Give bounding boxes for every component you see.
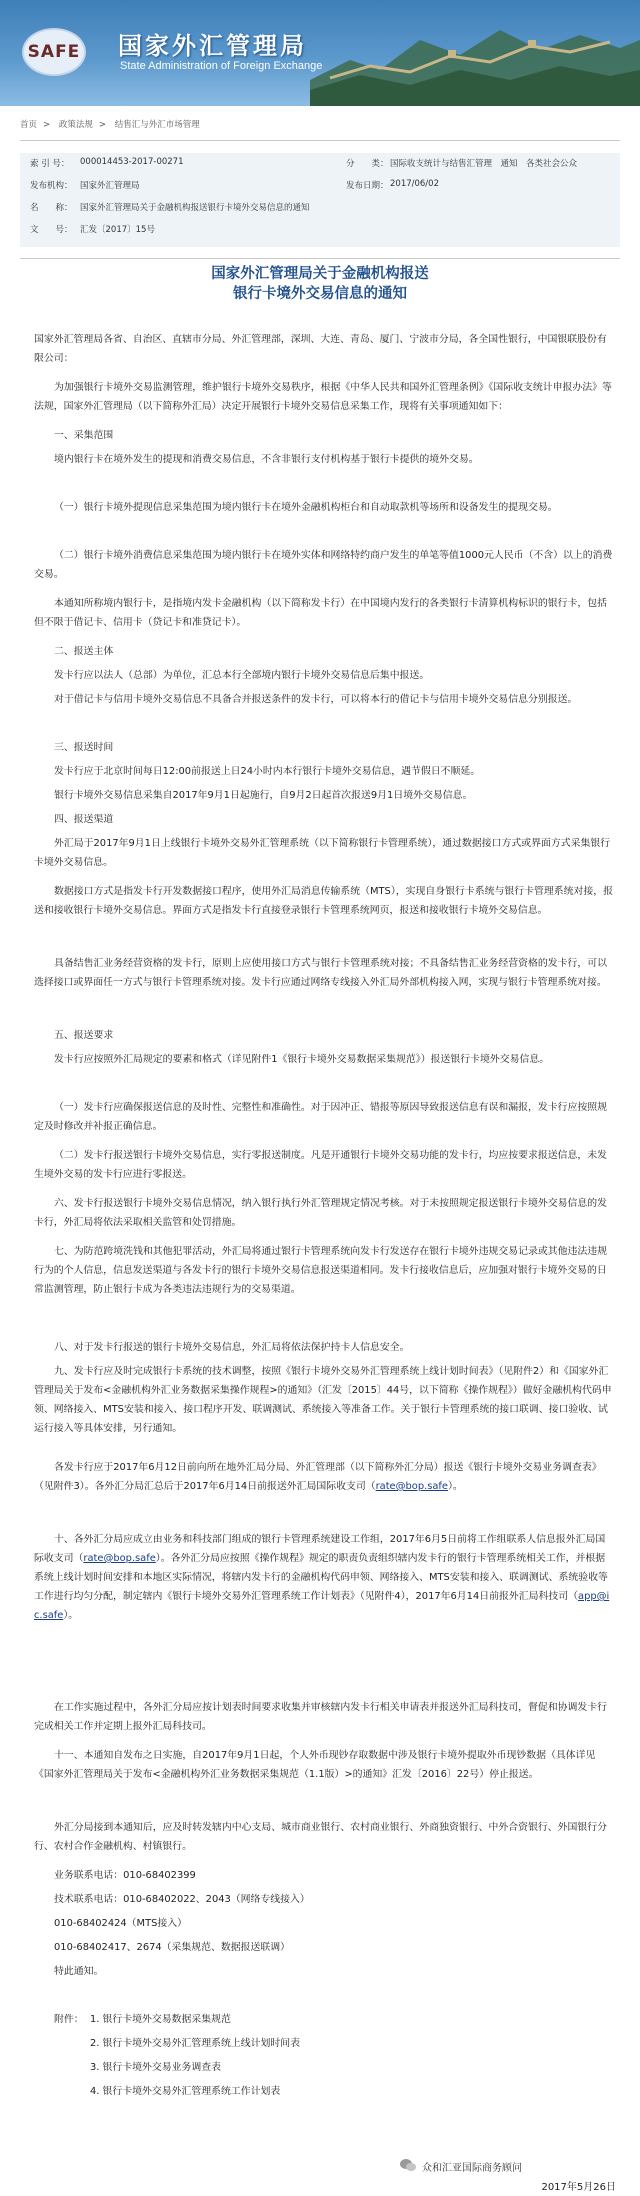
paragraph: 外汇分局接到本通知后，应及时转发辖内中心支局、城市商业银行、农村商业银行、外商独资银行、中外合资银行、外国银行分行、农村合作金融机构、村镇银行。 [34, 1822, 608, 1852]
paragraph: 九、发卡行应及时完成银行卡系统的技术调整，按照《银行卡境外交易外汇管理系统上线计划时间表》（见附件2）和《国家外汇管理局关于发布<金融机构外汇业务数据采集操作规程>的通知》（汇发〔2015〕44号，以下简称《操作规程》）做好金融机构代码申领、网络接入、MTS安装和接入、接口程序开发、联调测试、系统接入等准备工作。关于银行卡管理系统的接口联调、接口验收、试运行接入等具体安排，另行通知。 [34, 1366, 612, 1434]
paragraph [34, 1530, 614, 1625]
meta-index-value: 000014453-2017-00271 [80, 157, 184, 167]
paragraph: 在工作实施过程中，各外汇分局应按计划表时间要求收集并审核辖内发卡行相关申请表并报送外汇局科技司，督促和协调发卡行完成相关工作并定期上报外汇局科技司。 [34, 1702, 608, 1732]
meta-name-label: 名 称： [30, 203, 73, 213]
contact-business-phone: 业务联系电话：010-68402399 [54, 1870, 196, 1881]
paragraph-text: 各发卡行应于2017年6月12日前向所在地外汇局分局、外汇管理部（以下简称外汇分局）报送《银行卡境外交易业务调查表》（见附件3）。各外汇分局汇总后于2017年6月14日前报送外汇局国际收支司（ [34, 1462, 602, 1492]
contact-tech-phone-mts: 010-68402424（MTS接入） [54, 1918, 187, 1929]
meta-category-value: 国际收支统计与结售汇管理 通知 各类社会公众 [390, 159, 578, 169]
document-meta-table [20, 153, 620, 247]
paragraph: 具备结售汇业务经营资格的发卡行，原则上应使用接口方式与银行卡管理系统对接；不具备结售汇业务经营资格的发卡行，可以选择接口或界面任一方式与银行卡管理系统对接。发卡行应通过网络专线接入外汇局外部机构接入网，实现与银行卡管理系统对接。 [34, 958, 608, 988]
paragraph-text: ）。 [63, 1610, 79, 1621]
paragraph: （二）发卡行报送银行卡境外交易信息，实行零报送制度。凡是开通银行卡境外交易功能的发卡行，均应按要求报送信息，未发生境外交易的发卡行应进行零报送。 [34, 1150, 608, 1180]
paragraph: 对于借记卡与信用卡境外交易信息不具备合并报送条件的发卡行，可以将本行的借记卡与信用卡境外交易信息分别报送。 [54, 694, 578, 705]
meta-index-label: 索 引 号： [30, 159, 70, 169]
safe-logo-text: SAFE [27, 42, 81, 62]
paragraph-text: ）。 [447, 1481, 463, 1492]
paragraph: 境内银行卡在境外发生的提现和消费交易信息，不含非银行支付机构基于银行卡提供的境外交易。 [54, 454, 479, 465]
meta-name-value: 国家外汇管理局关于金融机构报送银行卡境外交易信息的通知 [80, 203, 310, 213]
wechat-watermark [400, 2157, 615, 2177]
watermark-text: 众和汇亚国际商务顾问 [422, 2163, 522, 2174]
meta-docno-label: 文 号： [30, 225, 73, 235]
paragraph: （一）银行卡境外提现信息采集范围为境内银行卡在境外金融机构柜台和自动取款机等场所和设备发生的提现交易。 [54, 502, 558, 513]
paragraph: （一）发卡行应确保报送信息的及时性、完整性和准确性。对于因冲正、错报等原因导致报送信息有误和漏报，发卡行应按照规定及时修改并补报正确信息。 [34, 1102, 608, 1132]
paragraph: 七、为防范跨境洗钱和其他犯罪活动，外汇局将通过银行卡管理系统向发卡行发送存在银行卡境外违规交易记录或其他违法违规行为的个人信息，信息发送渠道与各发卡行的银行卡境外交易信息报送渠道相同。发卡行接收信息后，应加强对银行卡境外交易的日常监测管理，防止银行卡成为各类违法违规行为的交易渠道。 [34, 1246, 608, 1295]
document-title-line1: 国家外汇管理局关于金融机构报送 [211, 266, 429, 282]
attachment-item[interactable]: 1. 银行卡境外交易数据采集规范 [90, 2014, 231, 2025]
meta-date-label: 发布日期： [346, 181, 389, 191]
paragraph: 本通知所称境内银行卡，是指境内发卡金融机构（以下简称发卡行）在中国境内发行的各类银行卡清算机构标识的银行卡，包括但不限于借记卡、信用卡（贷记卡和准贷记卡）。 [34, 598, 608, 628]
paragraph: 发卡行应以法人（总部）为单位，汇总本行全部境内银行卡境外交易信息后集中报送。 [54, 670, 430, 681]
contact-tech-phone: 技术联系电话：010-68402022、2043（网络专线接入） [54, 1894, 310, 1905]
breadcrumb-section[interactable]: 结售汇与外汇市场管理 [114, 120, 200, 130]
org-name-chinese: 国家外汇管理局 [118, 31, 307, 60]
paragraph: 六、发卡行报送银行卡境外交易信息情况，纳入银行执行外汇管理规定情况考核。对于未按照规定报送银行卡境外交易信息的发卡行，外汇局将依法采取相关监管和处罚措施。 [34, 1198, 608, 1228]
email-link-rate[interactable]: rate@bop.safe [375, 1481, 448, 1492]
meta-category-label: 分 类： [346, 159, 389, 169]
paragraph-text: ）。各外汇分局应按照《操作规程》规定的职责负责组织辖内发卡行的银行卡管理系统相关工作，并根据系统上线计划时间安排和本地区实际情况，将辖内发卡行的金融机构代码申领、网络接入、MTS安装和接入、联调测试、系统验收等工作进行均匀分配，制定辖内《银行卡境外交易外汇管理系统工作计划表》（见附件4），2017年6月14日前报外汇局科技司（ [34, 1553, 608, 1602]
section-heading: 一、采集范围 [54, 430, 114, 441]
document-title-line2: 银行卡境外交易信息的通知 [233, 286, 407, 302]
divider [20, 140, 620, 141]
section-heading: 二、报送主体 [54, 646, 114, 657]
attachment-item[interactable]: 4. 银行卡境外交易外汇管理系统工作计划表 [90, 2086, 281, 2097]
paragraph-text: 十、各外汇分局应成立由业务和科技部门组成的银行卡管理系统建设工作组，2017年6月5日前将工作组联系人信息报外汇局国际收支司（ [34, 1534, 606, 1564]
issue-date: 2017年5月26日 [541, 2182, 616, 2193]
breadcrumb-policy[interactable]: 政策法规 [58, 120, 93, 130]
site-header [0, 0, 640, 106]
breadcrumb: 首页 > 政策法规 > 结售汇与外汇市场管理 [20, 120, 200, 130]
meta-issuer-value: 国家外汇管理局 [80, 181, 140, 191]
paragraph: 外汇局于2017年9月1日上线银行卡境外交易外汇管理系统（以下简称银行卡管理系统），通过数据接口方式或界面方式采集银行卡境外交易信息。 [34, 838, 611, 868]
meta-docno-value: 汇发〔2017〕15号 [80, 225, 155, 235]
closing-line: 特此通知。 [54, 1966, 104, 1977]
paragraph [34, 1458, 614, 1496]
paragraph: 银行卡境外交易信息采集自2017年9月1日起施行，自9月2日起首次报送9月1日境外交易信息。 [54, 790, 473, 801]
contact-tech-phone-reporting: 010-68402417、2674（采集规范、数据报送联调） [54, 1942, 291, 1953]
email-link-app[interactable]: app@ic.safe [34, 1591, 610, 1621]
meta-issuer-label: 发布机构： [30, 181, 73, 191]
section-heading: 五、报送要求 [54, 1030, 114, 1041]
breadcrumb-home[interactable]: 首页 [20, 120, 38, 130]
great-wall-banner-image [310, 0, 640, 106]
paragraph: 数据接口方式是指发卡行开发数据接口程序，使用外汇局消息传输系统（MTS），实现自身银行卡系统与银行卡管理系统对接，报送和接收银行卡境外交易信息。界面方式是指发卡行直接登录银行卡管理系统网页，报送和接收银行卡境外交易信息。 [34, 886, 614, 916]
attachments-label: 附件： [54, 2014, 84, 2025]
divider [20, 258, 620, 259]
meta-date-value: 2017/06/02 [390, 179, 439, 189]
org-name-english: State Administration of Foreign Exchange [120, 60, 323, 72]
attachment-item[interactable]: 2. 银行卡境外交易外汇管理系统上线计划时间表 [90, 2038, 301, 2049]
section-heading: 三、报送时间 [54, 742, 114, 753]
paragraph-preamble: 为加强银行卡境外交易监测管理，维护银行卡境外交易秩序，根据《中华人民共和国外汇管理条例》《国际收支统计申报办法》等法规，国家外汇管理局（以下简称外汇局）决定开展银行卡境外交易信息采集工作，现将有关事项通知如下： [34, 382, 612, 412]
paragraph: 八、对于发卡行报送的银行卡境外交易信息，外汇局将依法保护持卡人信息安全。 [54, 1342, 410, 1353]
paragraph: 十一、本通知自发布之日实施，自2017年9月1日起，个人外币现钞存取数据中涉及银行卡境外提取外币现钞数据（具体详见《国家外汇管理局关于发布<金融机构外汇业务数据采集规范（1.1版）>的通知》汇发〔2016〕22号）停止报送。 [34, 1750, 596, 1780]
paragraph: 发卡行应于北京时间每日12:00前报送上日24小时内本行银行卡境外交易信息，遇节假日不顺延。 [54, 766, 481, 777]
section-heading: 四、报送渠道 [54, 814, 114, 825]
email-link-rate[interactable]: rate@bop.safe [83, 1553, 156, 1564]
wechat-icon [400, 2158, 416, 2172]
paragraph: 发卡行应按照外汇局规定的要素和格式（详见附件1《银行卡境外交易数据采集规范》）报送银行卡境外交易信息。 [54, 1054, 550, 1065]
paragraph: （二）银行卡境外消费信息采集范围为境内银行卡在境外实体和网络特约商户发生的单笔等值1000元人民币（不含）以上的消费交易。 [34, 550, 613, 580]
attachment-item[interactable]: 3. 银行卡境外交易业务调查表 [90, 2062, 222, 2073]
paragraph-addressees: 国家外汇管理局各省、自治区、直辖市分局、外汇管理部，深圳、大连、青岛、厦门、宁波市分局，各全国性银行，中国银联股份有限公司： [34, 334, 607, 364]
